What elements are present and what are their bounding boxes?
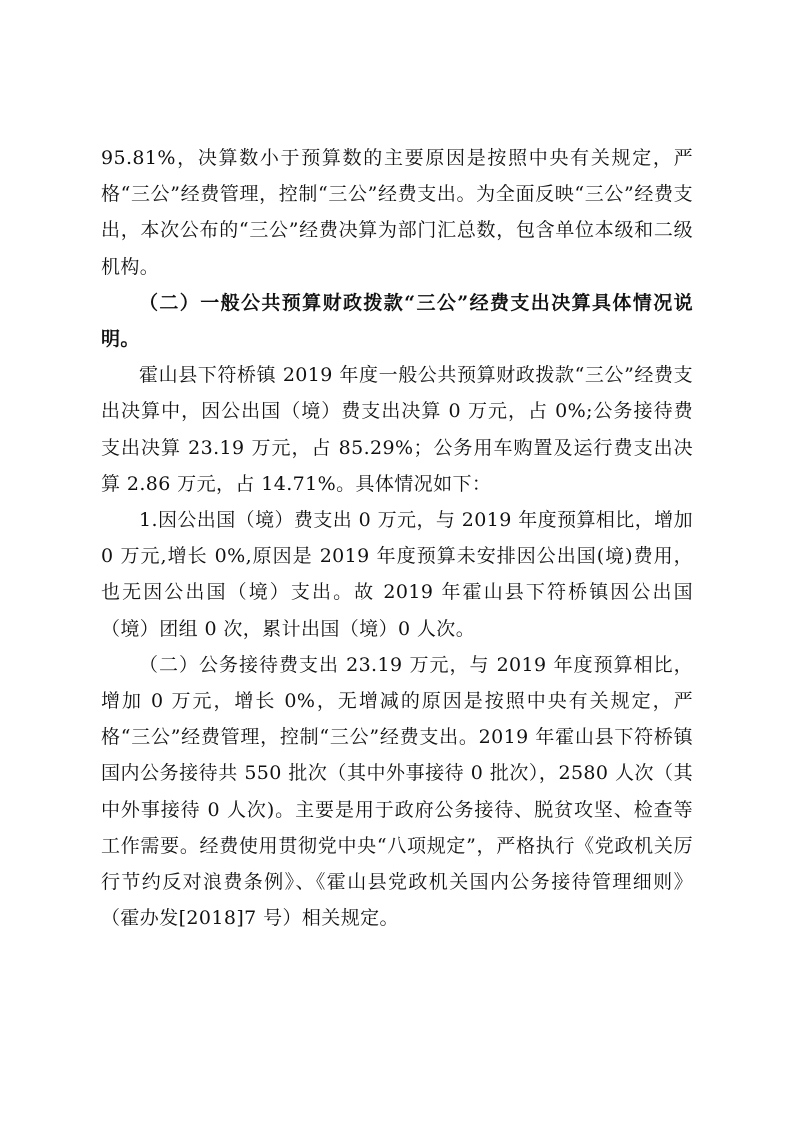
paragraph-overseas-travel: 1.因公出国（境）费支出 0 万元，与 2019 年度预算相比，增加 0 万元,增长 0%,原因是 2019 年度预算未安排因公出国(境)费用，也无因公出国（境）支出。故 2019 年霍山县下符桥镇因公出国（境）团组 0 次，累计出国（境）0 人次。 <box>101 509 693 640</box>
document-body <box>101 140 693 936</box>
paragraph-official-reception: （二）公务接待费支出 23.19 万元，与 2019 年度预算相比，增加 0 万元，增长 0%，无增减的原因是按照中央有关规定，严格“三公”经费管理，控制“三公”经费支出。2019 年霍山县下符桥镇国内公务接待共 550 批次（其中外事接待 0 批次），2580 人次（其中外事接待 0 人次)。主要是用于政府公务接待、脱贫攻坚、检查等工作需要。经费使用贯彻党中央“八项规定”，严格执行《党政机关厉行节约反对浪费条例》、《霍山县党政机关国内公务接待管理细则》（霍办发[2018]7 号）相关规定。 <box>101 653 693 930</box>
section-heading-three-public-expenses: （二）一般公共预算财政拨款“三公”经费支出决算具体情况说明。 <box>101 291 693 351</box>
paragraph-expense-overview: 霍山县下符桥镇 2019 年度一般公共预算财政拨款“三公”经费支出决算中，因公出国（境）费支出决算 0 万元，占 0%;公务接待费支出决算 23.19 万元，占 85.29%；公务用车购置及运行费支出决算 2.86 万元，占 14.71%。具体情况如下： <box>101 364 693 495</box>
paragraph-budget-summary: 95.81%，决算数小于预算数的主要原因是按照中央有关规定，严格“三公”经费管理，控制“三公”经费支出。为全面反映“三公”经费支出，本次公布的“三公”经费决算为部门汇总数，包含单位本级和二级机构。 <box>101 147 693 278</box>
